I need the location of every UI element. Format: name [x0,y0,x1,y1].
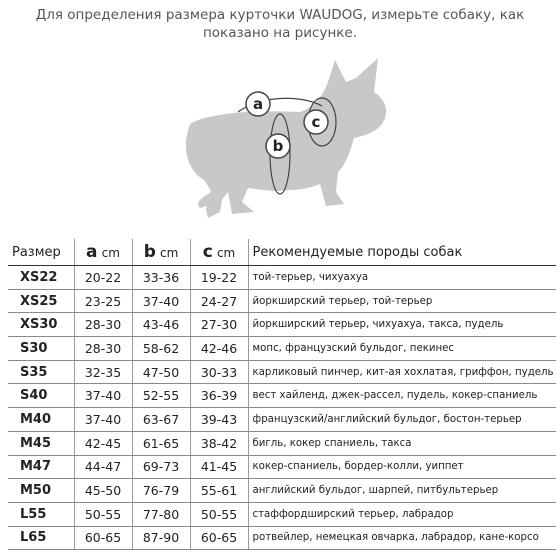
breeds-cell: карликовый пинчер, кит-ая хохлатая, гриффон, пудель [248,360,556,384]
c-cell: 50-55 [190,502,248,526]
header-b-letter: b [143,242,156,262]
b-cell: 33-36 [132,266,190,290]
header-breeds: Рекомендуемые породы собак [248,239,556,266]
breeds-cell: английский бульдог, шарпей, питбультерьер [248,479,556,503]
intro-text [0,6,560,42]
header-b [132,239,190,266]
size-cell: L65 [8,526,74,550]
badge-c-label: c [311,113,321,131]
dog-illustration [150,52,410,232]
table-row [8,360,556,384]
size-chart-table [8,239,556,550]
c-cell: 19-22 [190,266,248,290]
intro-line-1: Для определения размера курточки WAUDOG, измерьте собаку, как [35,7,525,23]
breeds-cell: бигль, кокер спаниель, такса [248,431,556,455]
c-cell: 39-43 [190,408,248,432]
header-size: Размер [8,239,74,266]
table-header-row [8,239,556,266]
header-a-unit: cm [101,246,120,260]
table-row [8,408,556,432]
badge-a [246,92,270,116]
size-cell: XS22 [8,266,74,290]
c-cell: 42-46 [190,337,248,361]
a-cell: 45-50 [74,479,132,503]
b-cell: 47-50 [132,360,190,384]
a-cell: 32-35 [74,360,132,384]
c-cell: 55-61 [190,479,248,503]
b-cell: 69-73 [132,455,190,479]
b-cell: 76-79 [132,479,190,503]
table-row [8,479,556,503]
table-row [8,455,556,479]
a-cell: 44-47 [74,455,132,479]
b-cell: 77-80 [132,502,190,526]
a-cell: 60-65 [74,526,132,550]
table-row [8,289,556,313]
header-a [74,239,132,266]
c-cell: 30-33 [190,360,248,384]
a-cell: 20-22 [74,266,132,290]
size-cell: S30 [8,337,74,361]
b-cell: 43-46 [132,313,190,337]
breeds-cell: йоркширский терьер, той-терьер [248,289,556,313]
size-cell: M47 [8,455,74,479]
breeds-cell: ротвейлер, немецкая овчарка, лабрадор, кане-корсо [248,526,556,550]
c-cell: 60-65 [190,526,248,550]
a-cell: 28-30 [74,337,132,361]
size-cell: XS25 [8,289,74,313]
size-cell: M50 [8,479,74,503]
size-cell: XS30 [8,313,74,337]
table-row [8,384,556,408]
table-row [8,526,556,550]
size-cell: S35 [8,360,74,384]
size-cell: S40 [8,384,74,408]
a-cell: 37-40 [74,384,132,408]
size-cell: M40 [8,408,74,432]
b-cell: 61-65 [132,431,190,455]
b-cell: 58-62 [132,337,190,361]
table-row [8,313,556,337]
breeds-cell: той-терьер, чихуахуа [248,266,556,290]
b-cell: 63-67 [132,408,190,432]
breeds-cell: стаффордширский терьер, лабрадор [248,502,556,526]
header-c-unit: cm [216,246,236,260]
c-cell: 24-27 [190,289,248,313]
breeds-cell: кокер-спаниель, бордер-колли, уиппет [248,455,556,479]
badge-b [266,134,290,158]
size-cell: M45 [8,431,74,455]
size-cell: L55 [8,502,74,526]
table-row [8,502,556,526]
breeds-cell: французский/английский бульдог, бостон-терьер [248,408,556,432]
breeds-cell: мопс, французский бульдог, пекинес [248,337,556,361]
table-row [8,431,556,455]
c-cell: 36-39 [190,384,248,408]
a-cell: 37-40 [74,408,132,432]
breeds-cell: вест хайленд, джек-рассел, пудель, кокер-спаниель [248,384,556,408]
table-row [8,266,556,290]
badge-c [304,110,328,134]
c-cell: 41-45 [190,455,248,479]
c-cell: 27-30 [190,313,248,337]
breeds-cell: йоркширский терьер, чихуахуа, такса, пудель [248,313,556,337]
a-cell: 28-30 [74,313,132,337]
badge-a-label: a [252,95,264,113]
a-cell: 42-45 [74,431,132,455]
b-cell: 87-90 [132,526,190,550]
header-c [190,239,248,266]
header-b-unit: cm [160,246,179,260]
b-cell: 37-40 [132,289,190,313]
table-row [8,337,556,361]
header-c-letter: c [202,242,213,262]
intro-line-2: показано на рисунке. [202,25,358,41]
dog-measurement-diagram [150,52,410,232]
header-a-letter: a [86,242,98,262]
c-cell: 38-42 [190,431,248,455]
a-cell: 23-25 [74,289,132,313]
badge-b-label: b [272,137,284,155]
b-cell: 52-55 [132,384,190,408]
a-cell: 50-55 [74,502,132,526]
